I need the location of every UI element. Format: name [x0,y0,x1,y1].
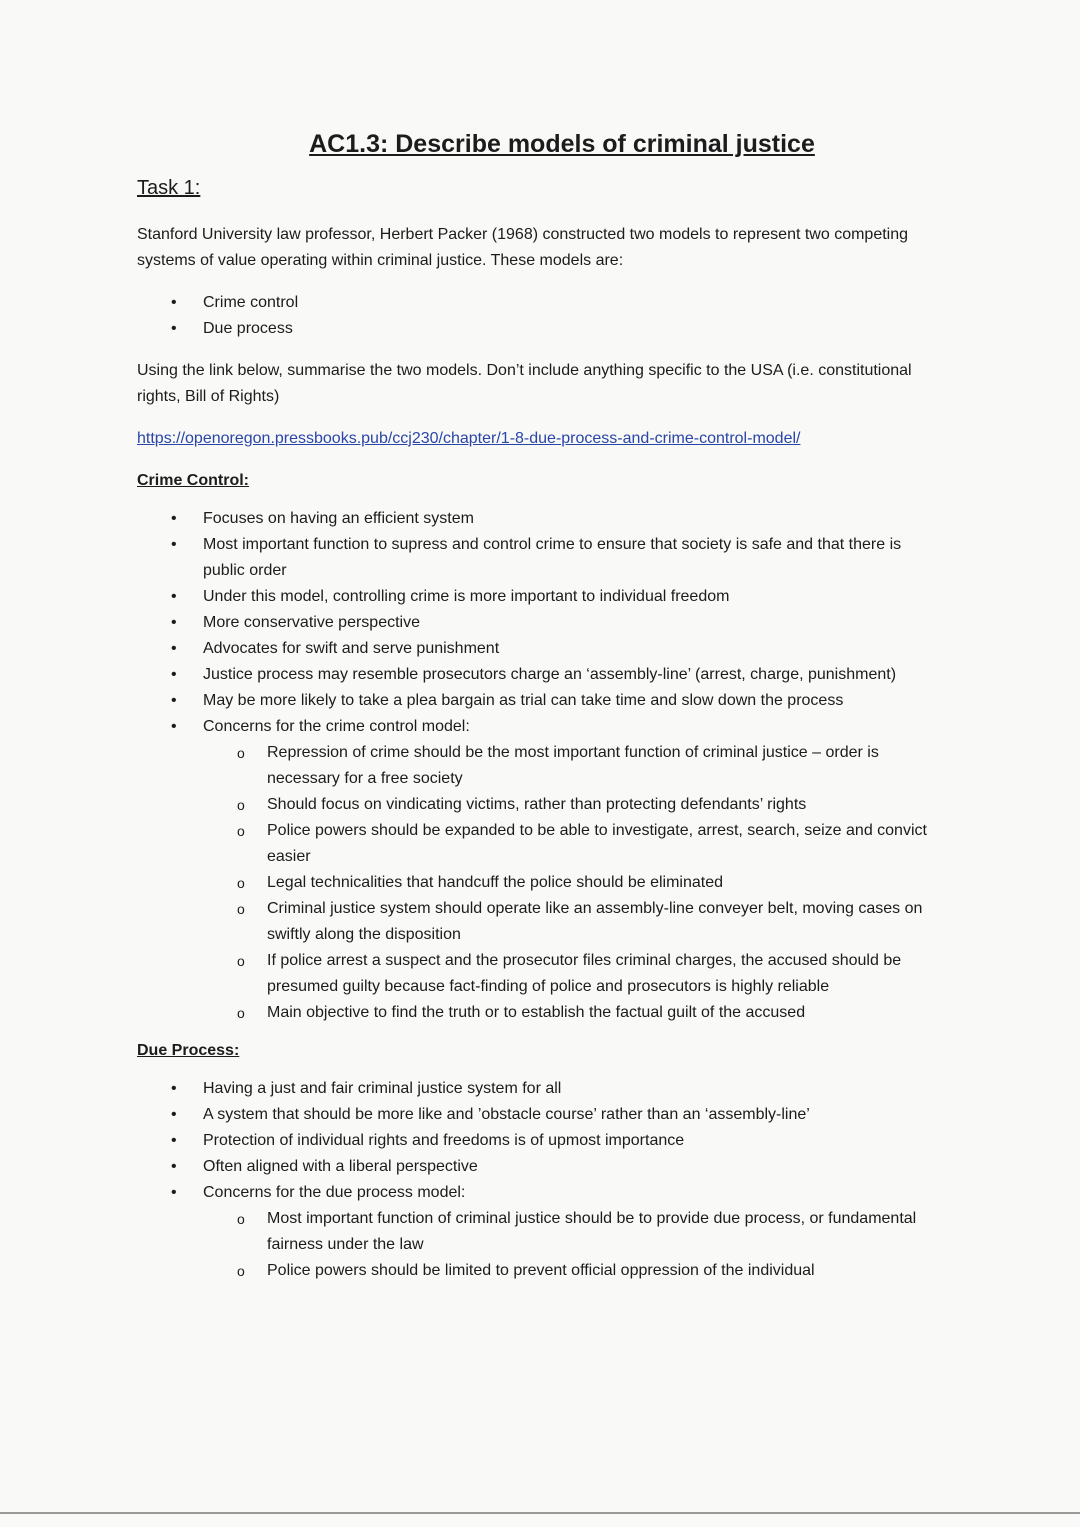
list-item: • Crime control [137,290,947,316]
list-item: • Justice process may resemble prosecutors charge an ‘assembly-line’ (arrest, charge, punishment) [137,662,947,688]
list-item: • May be more likely to take a plea bargain as trial can take time and slow down the process [137,688,947,714]
models-list [137,290,947,342]
crime-control-concerns-list [137,740,947,1026]
list-item: • Protection of individual rights and freedoms is of upmost importance [137,1128,947,1154]
list-item: • More conservative perspective [137,610,947,636]
reference-link[interactable]: https://openoregon.pressbooks.pub/ccj230/chapter/1-8-due-process-and-crime-control-model/ [137,430,801,447]
page-bottom-edge [0,1512,1080,1514]
list-item: • Most important function to supress and control crime to ensure that society is safe and that there is public order [137,532,947,584]
list-item: • A system that should be more like and ’obstacle course’ rather than an ‘assembly-line’ [137,1102,947,1128]
list-item: • Having a just and fair criminal justice system for all [137,1076,947,1102]
due-process-list [137,1076,947,1206]
crime-control-heading: Crime Control: [137,472,249,489]
list-item: • Advocates for swift and serve punishment [137,636,947,662]
due-process-concerns-list [137,1206,947,1284]
due-process-heading: Due Process: [137,1042,240,1059]
list-item: • Under this model, controlling crime is more important to individual freedom [137,584,947,610]
instruction-paragraph: Using the link below, summarise the two models. Don’t include anything specific to the USA (i.e. constitutional rights, Bill of Rights) [137,362,912,405]
list-item: • Concerns for the crime control model: [137,714,947,740]
sub-list-item: o Should focus on vindicating victims, rather than protecting defendants’ rights [137,792,947,818]
sub-list-item: o Criminal justice system should operate like an assembly-line conveyer belt, moving cases on swiftly along the disposition [137,896,947,948]
list-item: • Focuses on having an efficient system [137,506,947,532]
intro-paragraph: Stanford University law professor, Herbert Packer (1968) constructed two models to represent two competing systems of value operating within criminal justice. These models are: [137,226,909,269]
sub-list-item: o Repression of crime should be the most important function of criminal justice – order is necessary for a free society [137,740,947,792]
crime-control-list [137,506,947,740]
document-content [137,130,947,1284]
task-heading: Task 1: [137,177,201,199]
sub-list-item: o Police powers should be expanded to be able to investigate, arrest, search, seize and convict easier [137,818,947,870]
sub-list-item: o Most important function of criminal justice should be to provide due process, or fundamental fairness under the law [137,1206,947,1258]
list-item: • Concerns for the due process model: [137,1180,947,1206]
sub-list-item: o Police powers should be limited to prevent official oppression of the individual [137,1258,947,1284]
sub-list-item: o Main objective to find the truth or to establish the factual guilt of the accused [137,1000,947,1026]
list-item: • Due process [137,316,947,342]
sub-list-item: o If police arrest a suspect and the prosecutor files criminal charges, the accused should be presumed guilty because fact-finding of police and prosecutors is highly reliable [137,948,947,1000]
sub-list-item: o Legal technicalities that handcuff the police should be eliminated [137,870,947,896]
page-title: AC1.3: Describe models of criminal justice [309,130,815,158]
list-item: • Often aligned with a liberal perspective [137,1154,947,1180]
